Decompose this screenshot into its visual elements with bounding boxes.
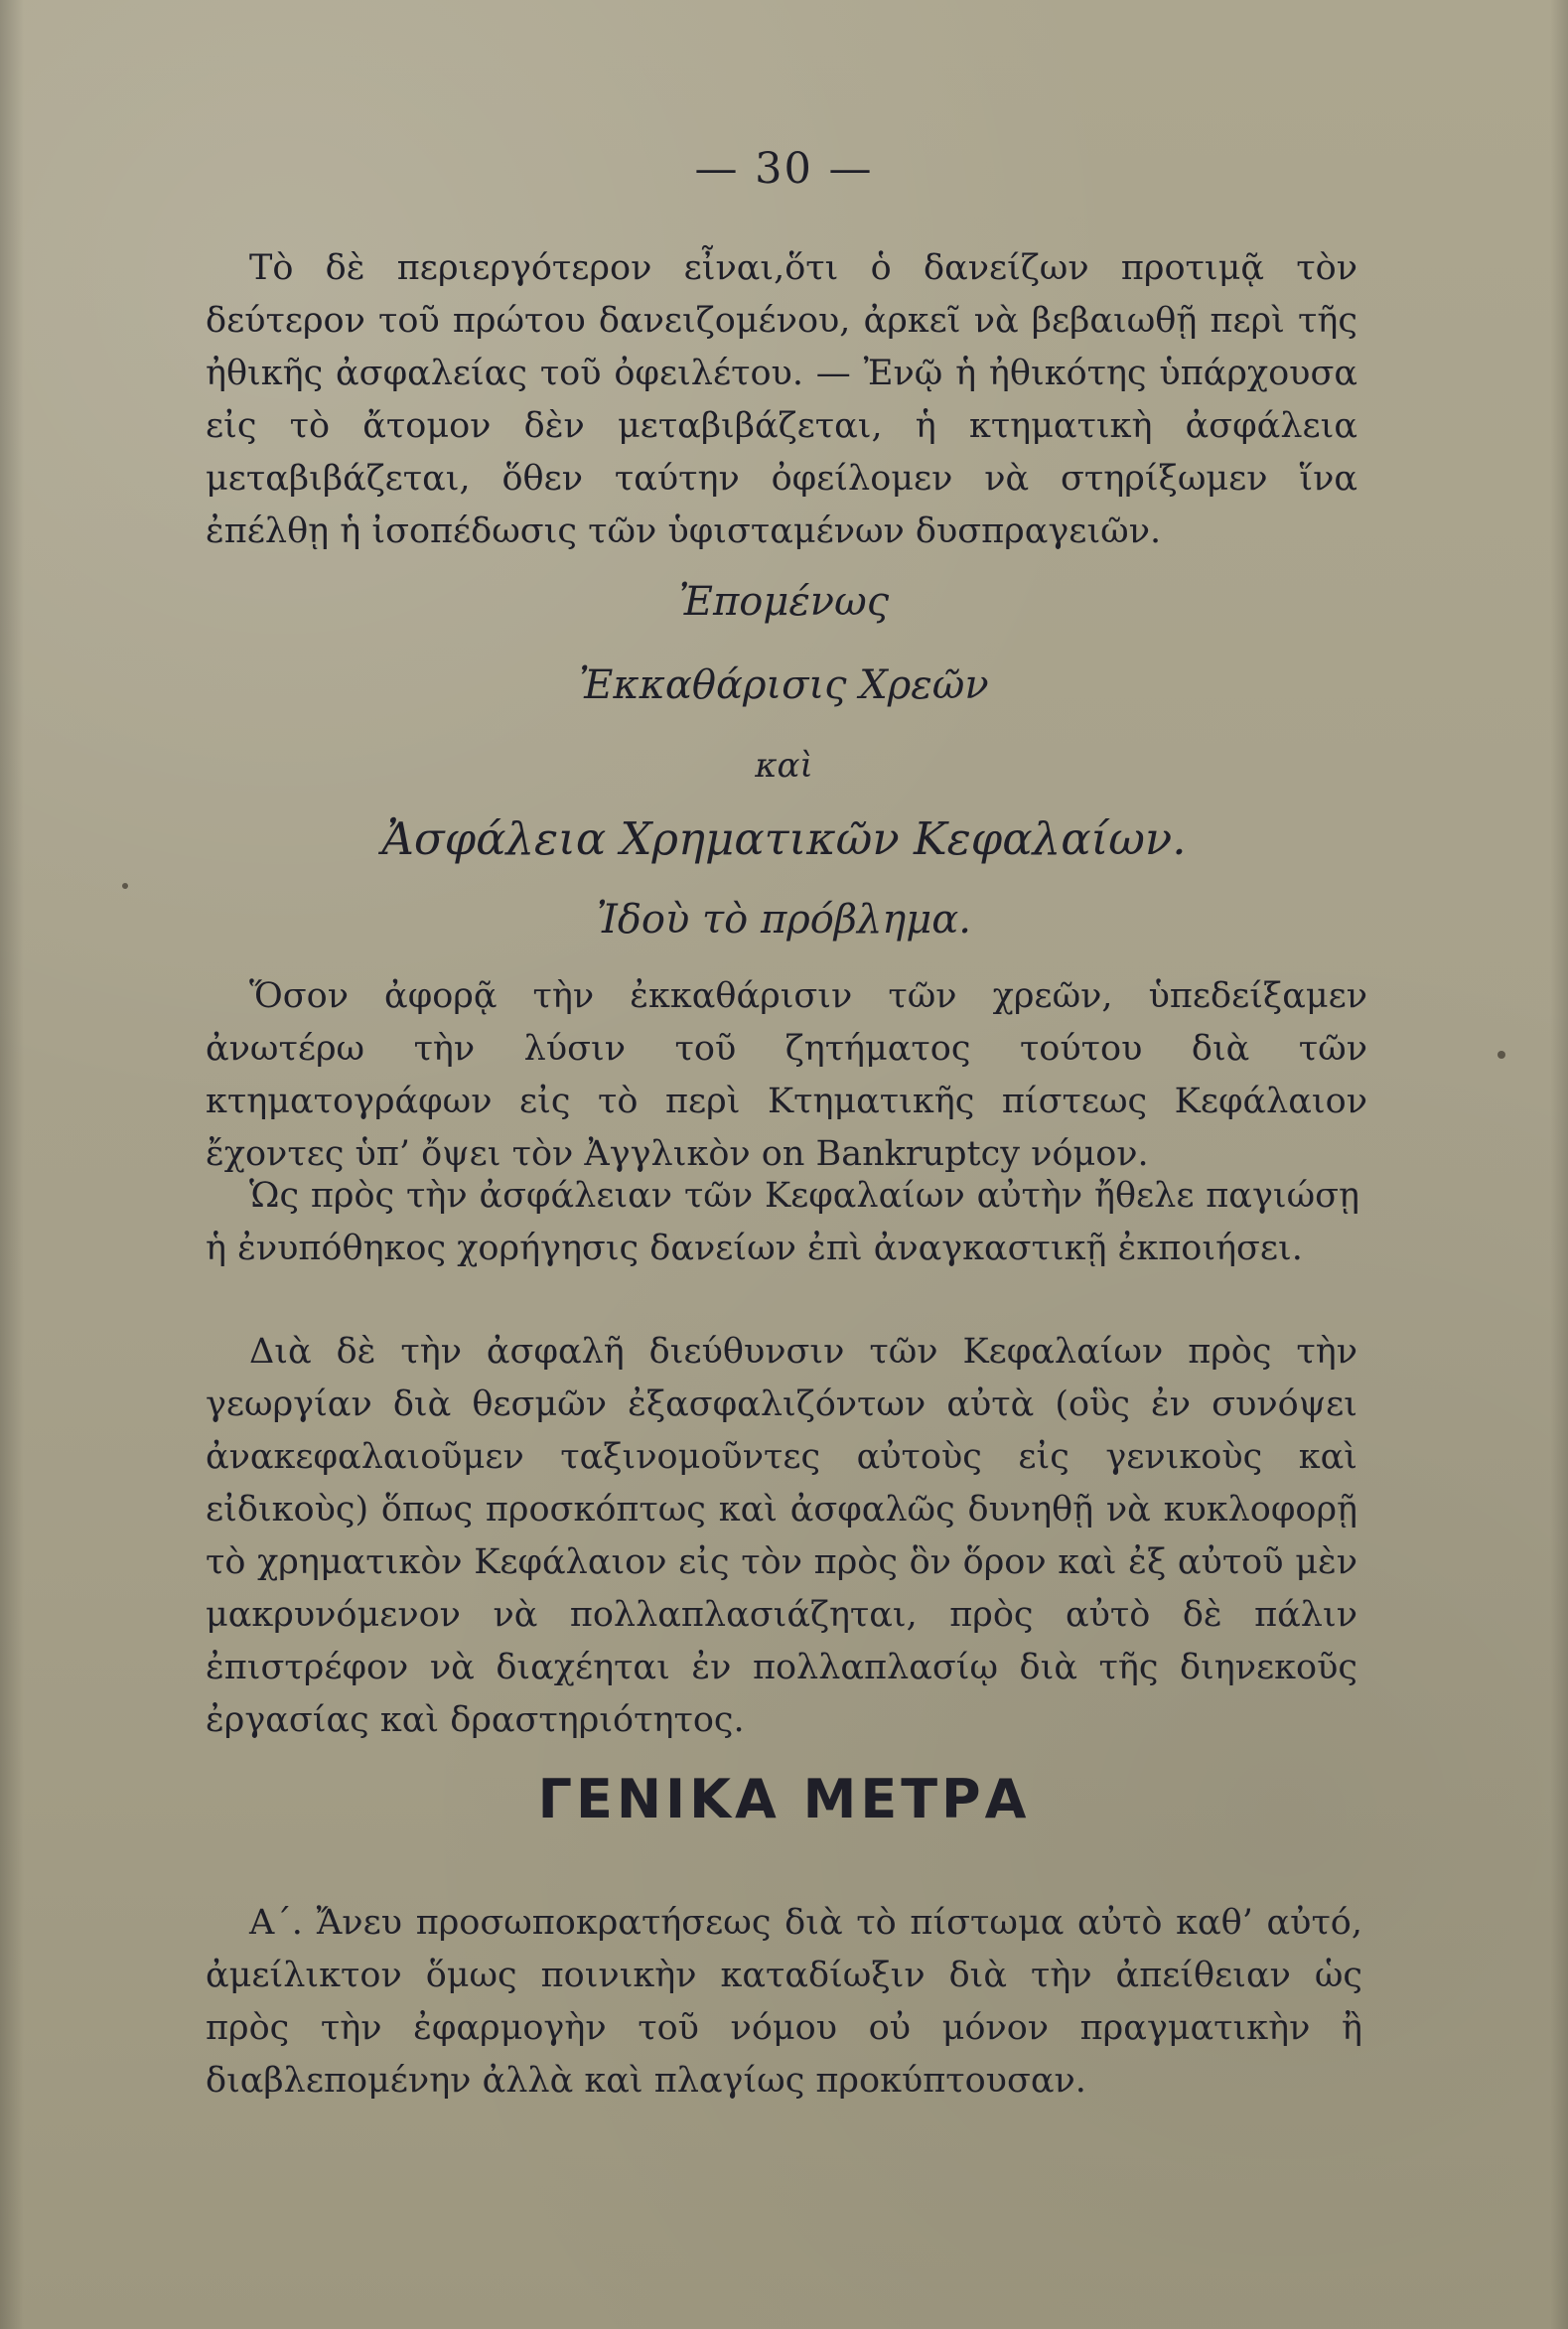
centered-line-3: καὶ [755, 746, 813, 786]
paper-speck [1497, 1051, 1505, 1059]
page-number: — 30 — [694, 144, 874, 194]
centered-line-1: Ἐπομένως [678, 579, 890, 625]
paragraph-4: Διὰ δὲ τὴν ἀσφαλῆ διεύθυνσιν τῶν Κεφαλαίων πρὸς τὴν γεωργίαν διὰ θεσμῶν ἐξασφαλιζόντων αὐτὰ (οὓς ἐν συνόψει ἀνακεφαλαιοῦμεν ταξινομοῦντες αὐτοὺς εἰς γενικοὺς καὶ εἰδικοὺς) ὅπως προσκόπτως καὶ ἀσφαλῶς δυνηθῇ νὰ κυκλοφορῇ τὸ χρηματικὸν Κεφάλαιον εἰς τὸν πρὸς ὃν ὅρον καὶ ἐξ αὐτοῦ μὲν μακρυνόμενον νὰ πολλαπλασιάζηται, πρὸς αὐτὸ δὲ πάλιν ἐπιστρέφον νὰ διαχέηται ἐν πολλαπλασίῳ διὰ τῆς διηνεκοῦς ἐργασίας καὶ δραστηριότητος. [206, 1332, 1357, 1740]
paragraph-3: Ὡς πρὸς τὴν ἀσφάλειαν τῶν Κεφαλαίων αὐτὴν ἤθελε παγιώσῃ ἡ ἐνυπόθηκος χορήγησις δανείων ἐπὶ ἀναγκαστικῇ ἐκποιήσει. [206, 1176, 1359, 1268]
paper-speck [122, 883, 128, 889]
paragraph-5: Α΄. Ἄνευ προσωποκρατήσεως διὰ τὸ πίστωμα αὐτὸ καθ’ αὐτό, ἀμείλικτον ὅμως ποινικὴν καταδίωξιν διὰ τὴν ἀπείθειαν ὡς πρὸς τὴν ἐφαρμογὴν τοῦ νόμου οὐ μόνον πραγματικὴν ἢ διαβλεπομένην ἀλλὰ καὶ πλαγίως προκύπτουσαν. [206, 1903, 1362, 2101]
left-page-shadow [0, 0, 24, 2329]
section-heading: ΓΕΝΙΚΑ ΜΕΤΡΑ [537, 1768, 1031, 1830]
paragraph-1: Τὸ δὲ περιεργότερον εἶναι,ὅτι ὁ δανείζων προτιμᾷ τὸν δεύτερον τοῦ πρώτου δανειζομένου, ἀρκεῖ νὰ βεβαιωθῇ περὶ τῆς ἠθικῆς ἀσφαλείας τοῦ ὀφειλέτου. — Ἐνῷ ἡ ἠθικότης ὑπάρχουσα εἰς τὸ ἄτομον δὲν μεταβιβάζεται, ἡ κτηματικὴ ἀσφάλεια μεταβιβάζεται, ὅθεν ταύτην ὀφείλομεν νὰ στηρίξωμεν ἵνα ἐπέλθῃ ἡ ἰσοπέδωσις τῶν ὑφισταμένων δυσπραγειῶν. [206, 248, 1357, 551]
centered-line-2: Ἐκκαθάρισις Χρεῶν [579, 662, 989, 708]
centered-line-5: Ἰδοὺ τὸ πρόβλημα. [596, 897, 971, 943]
right-page-shadow [1550, 0, 1568, 2329]
centered-line-4: Ἀσφάλεια Χρηματικῶν Κεφαλαίων. [381, 812, 1187, 865]
paragraph-2: Ὅσον ἀφορᾷ τὴν ἐκκαθάρισιν τῶν χρεῶν, ὑπεδείξαμεν ἀνωτέρω τὴν λύσιν τοῦ ζητήματος τούτου διὰ τῶν κτηματογράφων εἰς τὸ περὶ Κτηματικῆς πίστεως Κεφάλαιον ἔχοντες ὑπ’ ὄψει τὸν Ἀγγλικὸν on Bankruptcy νόμον. [206, 976, 1367, 1174]
